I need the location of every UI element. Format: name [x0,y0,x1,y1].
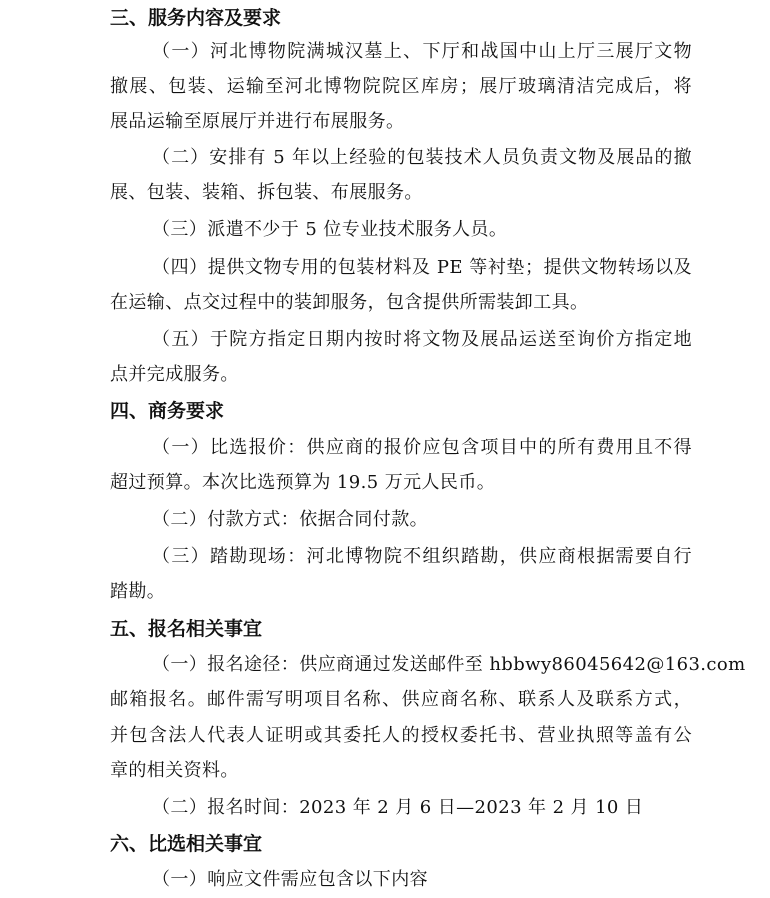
paragraph-line: （二）付款方式：依据合同付款。 [152,509,428,530]
section-heading-selection: 六、比选相关事宜 [110,833,263,855]
paragraph-line: （二）安排有 5 年以上经验的包装技术人员负责文物及展品的撤 [152,147,692,168]
paragraph-line: （五）于院方指定日期内按时将文物及展品运送至询价方指定地 [152,329,692,350]
paragraph-line: （一）河北博物院满城汉墓上、下厅和战国中山上厅三展厅文物 [152,41,692,62]
paragraph-line: 在运输、点交过程中的装卸服务，包含提供所需装卸工具。 [110,292,589,313]
section-heading-registration: 五、报名相关事宜 [110,618,263,640]
paragraph-line: 邮箱报名。邮件需写明项目名称、供应商名称、联系人及联系方式， [110,689,692,710]
paragraph-line: 撤展、包装、运输至河北博物院院区库房；展厅玻璃清洁完成后，将 [110,76,692,97]
paragraph-line: 点并完成服务。 [110,364,239,385]
section-heading-service-content: 三、服务内容及要求 [110,7,282,29]
paragraph-line: （二）报名时间：2023 年 2 月 6 日—2023 年 2 月 10 日 [152,797,644,818]
paragraph-line: （四）提供文物专用的包装材料及 PE 等衬垫；提供文物转场以及 [152,257,692,278]
paragraph-line: （一）报名途径：供应商通过发送邮件至 hbbwy86045642@163.com [152,654,746,675]
paragraph-line: 章的相关资料。 [110,760,239,781]
paragraph-line: 并包含法人代表人证明或其委托人的授权委托书、营业执照等盖有公 [110,725,692,746]
paragraph-line: 超过预算。本次比选预算为 19.5 万元人民币。 [110,472,496,493]
paragraph-line: （一）响应文件需应包含以下内容 [152,869,428,890]
paragraph-line: 踏勘。 [110,581,166,602]
paragraph-line: 展品运输至原展厅并进行布展服务。 [110,111,405,132]
paragraph-line: 展、包装、装箱、拆包装、布展服务。 [110,182,423,203]
section-heading-business-requirements: 四、商务要求 [110,400,225,422]
paragraph-line: （三）派遣不少于 5 位专业技术服务人员。 [152,219,508,240]
paragraph-line: （三）踏勘现场：河北博物院不组织踏勘，供应商根据需要自行 [152,546,692,567]
paragraph-line: （一）比选报价：供应商的报价应包含项目中的所有费用且不得 [152,437,692,458]
